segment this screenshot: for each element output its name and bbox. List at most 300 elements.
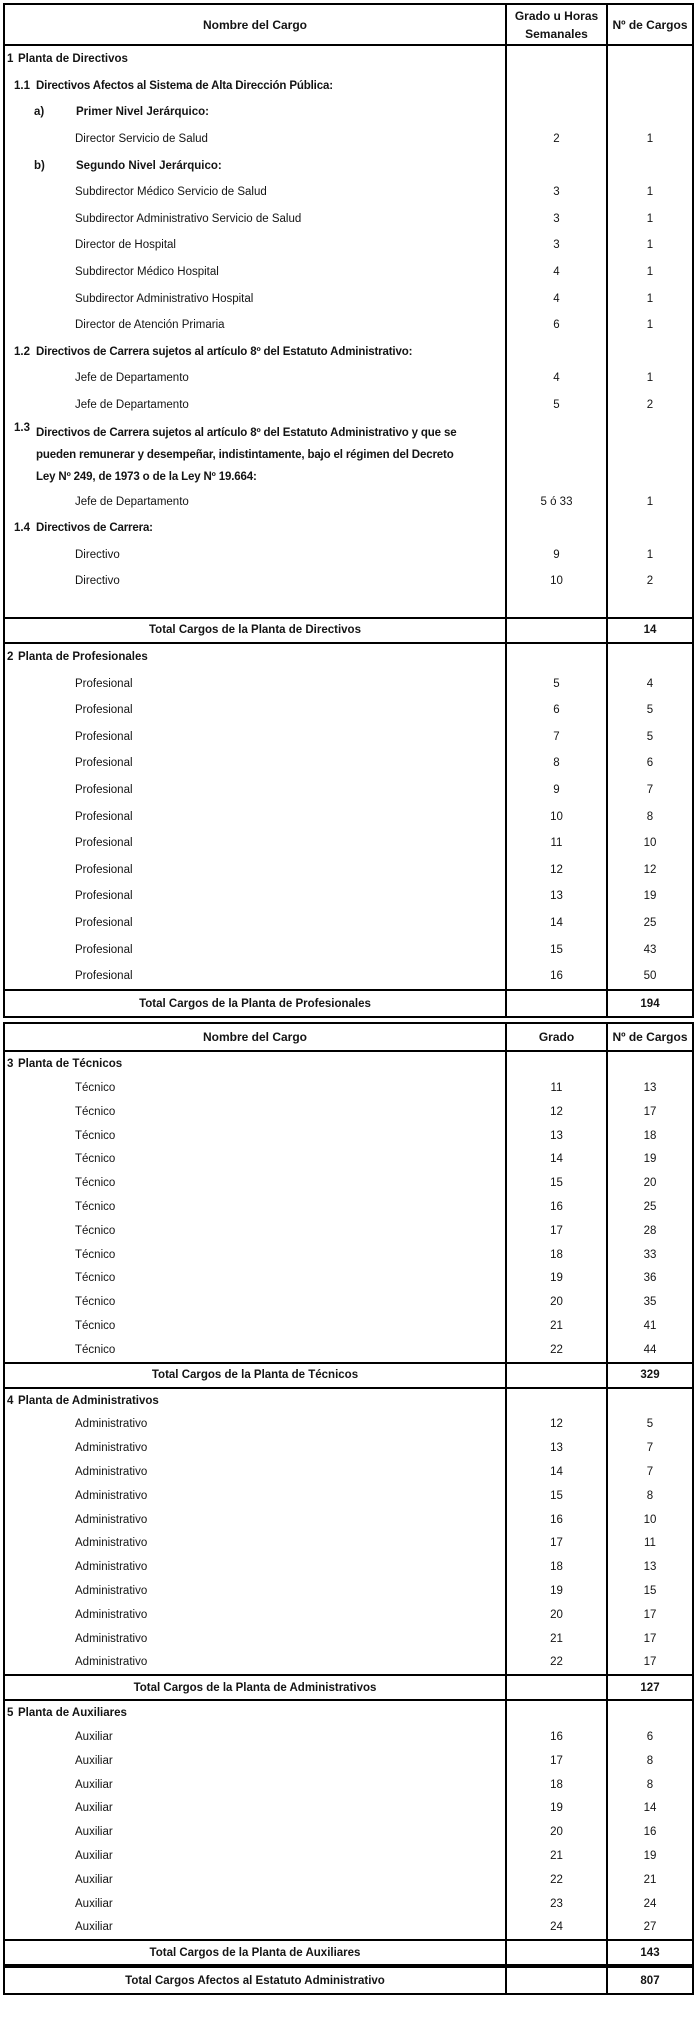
grade-cell [505,73,606,100]
count-cell [606,1844,692,1868]
cargo-row [5,1892,692,1916]
count-value: 8 [646,1754,654,1767]
cargo-label: Profesional [75,863,133,876]
cargo-name-cell [5,206,505,233]
cargo-name-cell [5,1100,505,1124]
count-value: 1 [646,495,654,508]
count-cell [606,339,692,366]
cargo-row [5,1148,692,1172]
cargo-row [5,1820,692,1844]
cargo-label: Planta de Técnicos [18,1058,123,1071]
grade-cell [505,1484,606,1508]
cargo-name-cell [5,232,505,259]
cargo-label: Técnico [75,1201,116,1214]
count-value: 8 [646,1489,654,1502]
cargo-label: Administrativo [75,1656,148,1669]
count-value: 1 [646,212,654,225]
cargo-name-cell [5,1124,505,1148]
row-number-label: 1.1 [14,79,30,92]
cargo-label: Técnico [75,1129,116,1142]
count-cell [606,750,692,777]
header-grado: Grado [505,1024,606,1050]
cargo-name-cell [5,1773,505,1797]
cargo-name-cell [5,1627,505,1651]
count-cell [606,1941,692,1964]
cargo-name-cell [5,365,505,392]
total-label: Total Cargos Afectos al Estatuto Administrativo [125,1974,385,1987]
cargo-row [5,1076,692,1100]
count-value: 36 [643,1272,657,1285]
count-value: 1 [646,319,654,332]
grade-cell [505,1968,606,1993]
header-numero-de-cargos: Nº de Cargos [606,5,692,44]
cargo-label: Planta de Profesionales [18,650,148,663]
cargo-label: Técnico [75,1105,116,1118]
cargo-label: Subdirector Administrativo Servicio de Salud [75,212,302,225]
count-value: 17 [643,1105,657,1118]
grade-value: 19 [550,1802,563,1815]
cargo-name-cell [5,99,505,126]
spacer-row [5,595,692,617]
count-value: 15 [643,1585,657,1598]
cargo-label-line: pueden remunerar y desempeñar, indistintamente, bajo el régimen del Decreto [36,449,454,462]
plant-total-row [5,1674,692,1701]
cargo-label: Profesional [75,916,133,929]
grade-cell [505,1555,606,1579]
count-cell [606,1532,692,1556]
cargo-label: Planta de Administrativos [18,1394,159,1407]
grade-cell [505,232,606,259]
count-value: 5 [646,1418,654,1431]
row-number-label: 1 [7,53,14,66]
cargo-label: Administrativo [75,1513,148,1526]
cargo-row [5,206,692,233]
count-value: 1 [646,133,654,146]
grade-cell [505,856,606,883]
grade-value: 13 [550,890,563,903]
count-cell [606,803,692,830]
cargo-row [5,936,692,963]
grade-value: 4 [553,292,560,305]
grade-cell [505,1076,606,1100]
grade-value: 20 [550,1826,563,1839]
grade-value: 12 [550,1105,563,1118]
count-cell [606,542,692,569]
cargo-label: Auxiliar [75,1731,113,1744]
cargo-name-cell [5,670,505,697]
grade-cell [505,1195,606,1219]
cargo-name-cell [5,1243,505,1267]
cargo-name-cell [5,1844,505,1868]
count-cell [606,1651,692,1675]
cargo-row [5,1124,692,1148]
count-cell [606,232,692,259]
cargo-label-line: Directivos Afectos al Sistema de Alta Dirección Pública: [36,79,333,92]
cargo-row [5,1579,692,1603]
plant-section-row [5,644,692,671]
cargo-label [36,346,412,358]
count-cell [606,1195,692,1219]
grade-cell [505,910,606,937]
cargo-name-cell [5,1508,505,1532]
total-count-value: 807 [640,1974,660,1987]
cargo-row [5,1195,692,1219]
grade-cell [505,1100,606,1124]
grade-cell [505,1797,606,1821]
grade-cell [505,670,606,697]
cargo-label: Segundo Nivel Jerárquico: [76,159,222,172]
cargo-label: Administrativo [75,1585,148,1598]
grade-value: 3 [553,239,560,252]
cargo-name-cell [5,488,505,515]
cargo-row [5,670,692,697]
grade-cell [505,723,606,750]
cargo-label: Profesional [75,757,133,770]
cargo-name-cell [5,830,505,857]
cargo-label: Planta de Auxiliares [18,1707,127,1720]
total-count-value: 127 [640,1681,660,1694]
grade-cell [505,1364,606,1387]
grade-value: 10 [550,810,563,823]
subsection-row [5,339,692,366]
grade-cell [505,1508,606,1532]
cargo-label: Auxiliar [75,1754,113,1767]
cargo-label: Técnico [75,1248,116,1261]
count-cell [606,1338,692,1362]
cargo-name-cell [5,1555,505,1579]
count-value: 33 [643,1248,657,1261]
cargo-row [5,259,692,286]
grade-value: 18 [550,1778,563,1791]
count-cell [606,418,692,488]
cargo-row [5,1413,692,1437]
cargo-name-cell [5,1484,505,1508]
cargo-name-cell [5,515,505,542]
grade-cell [505,1820,606,1844]
cargo-label: Director de Hospital [75,239,176,252]
count-value: 8 [646,810,654,823]
cargo-row [5,723,692,750]
cargo-row [5,179,692,206]
cargo-label: Jefe de Departamento [75,372,189,385]
grade-cell [505,595,606,617]
grade-cell [505,99,606,126]
count-value: 19 [643,890,657,903]
cargo-row [5,1603,692,1627]
cargo-name-cell [5,312,505,339]
row-number-label: 4 [7,1394,14,1407]
count-cell [606,1627,692,1651]
cargo-row [5,312,692,339]
grade-cell [505,936,606,963]
cargo-name-cell [5,1532,505,1556]
grade-value: 3 [553,186,560,199]
count-cell [606,152,692,179]
grade-cell [505,488,606,515]
count-cell [606,126,692,153]
table-tecnicos-administrativos-auxiliares [3,1022,694,1995]
count-value: 18 [643,1129,657,1142]
cargo-label: Auxiliar [75,1897,113,1910]
cargo-label: Administrativo [75,1561,148,1574]
count-cell [606,1290,692,1314]
count-cell [606,1701,692,1725]
grade-cell [505,1603,606,1627]
cargo-row [5,232,692,259]
grade-value: 12 [550,863,563,876]
grade-value: 9 [553,548,560,561]
count-cell [606,99,692,126]
count-cell [606,392,692,419]
cargo-row [5,392,692,419]
cargo-label: Técnico [75,1320,116,1333]
cargo-label: Técnico [75,1343,116,1356]
count-cell [606,259,692,286]
count-value: 1 [646,548,654,561]
total-count-value: 14 [643,624,657,637]
cargo-row [5,1555,692,1579]
grade-cell [505,644,606,671]
row-number-label: 2 [7,650,14,663]
grade-cell [505,619,606,642]
cargo-name-cell [5,1267,505,1291]
count-value: 13 [643,1082,657,1095]
cargo-name-cell [5,644,505,671]
cargo-row [5,365,692,392]
count-cell [606,1219,692,1243]
grade-cell [505,1460,606,1484]
grade-cell [505,1868,606,1892]
cargo-name-cell [5,392,505,419]
total-count-value: 194 [640,997,660,1010]
cargo-row [5,542,692,569]
grade-cell [505,963,606,990]
grade-cell [505,365,606,392]
grade-cell [505,1676,606,1699]
grade-value: 16 [550,1513,563,1526]
count-cell [606,312,692,339]
hierarchy-level-row [5,152,692,179]
cargo-name-cell [5,595,505,617]
cargo-name-cell [5,1701,505,1725]
count-value: 14 [643,1802,657,1815]
cargo-row [5,856,692,883]
count-cell [606,1413,692,1437]
grade-value: 5 [553,677,560,690]
cargo-label: Jefe de Departamento [75,399,189,412]
count-value: 10 [643,837,657,850]
cargo-name-cell [5,46,505,73]
cargo-row [5,803,692,830]
cargo-label-line: Directivos de Carrera: [36,522,153,535]
cargo-name-cell [5,259,505,286]
cargo-row [5,697,692,724]
grade-cell [505,1773,606,1797]
total-count-value: 329 [640,1369,660,1382]
grade-value: 21 [550,1850,563,1862]
grade-cell [505,830,606,857]
cargo-name-cell [5,777,505,804]
count-cell [606,883,692,910]
grade-cell [505,1389,606,1413]
count-cell [606,1314,692,1338]
cargo-label: Profesional [75,783,133,796]
row-number-label: a) [34,106,45,119]
count-cell [606,206,692,233]
row-number-label: 1.3 [14,422,30,435]
cargo-label-line: Directivos de Carrera sujetos al artículo 8º del Estatuto Administrativo: [36,345,413,358]
count-cell [606,1148,692,1172]
cargo-name-cell [5,1820,505,1844]
cargo-label: Profesional [75,730,133,743]
plant-total-row [5,989,692,1016]
cargo-name-cell [5,963,505,990]
header-grado-u-horas-line2: Semanales [525,26,588,41]
cargo-name-cell [5,1076,505,1100]
cargo-label: Director Servicio de Salud [75,133,208,146]
count-cell [606,515,692,542]
cargo-name-cell [5,285,505,312]
row-number-label: b) [34,159,45,172]
cargo-label: Profesional [75,837,133,850]
grade-cell [505,1892,606,1916]
count-cell [606,1243,692,1267]
count-value: 7 [646,1466,654,1479]
cargo-name-cell [5,750,505,777]
cargo-label: Subdirector Médico Hospital [75,266,219,279]
cargo-name-cell [5,1413,505,1437]
count-value: 7 [646,1442,654,1455]
cargo-row [5,1243,692,1267]
cargo-name-cell [5,1941,505,1964]
count-cell [606,697,692,724]
grade-cell [505,1314,606,1338]
grade-value: 23 [550,1897,563,1910]
grade-cell [505,1243,606,1267]
cargo-row [5,1100,692,1124]
header-nombre-del-cargo: Nombre del Cargo [202,1030,307,1045]
count-cell [606,644,692,671]
grade-cell [505,1701,606,1725]
grade-value: 14 [550,916,563,929]
subsection-row [5,515,692,542]
count-value: 11 [644,1537,656,1550]
cargo-label: Profesional [75,810,133,823]
count-cell [606,46,692,73]
grade-value: 4 [553,266,560,279]
grade-cell [505,883,606,910]
cargo-label: Administrativo [75,1632,148,1645]
grade-cell [505,1627,606,1651]
table-body [5,46,692,1016]
cargo-label: Director de Atención Primaria [75,319,225,332]
grade-value: 7 [553,730,560,743]
count-cell [606,595,692,617]
cargo-row [5,1484,692,1508]
cargo-row [5,1868,692,1892]
grade-cell [505,392,606,419]
count-cell [606,670,692,697]
count-value: 24 [643,1897,657,1910]
count-value: 35 [643,1296,657,1309]
header-grado-u-horas-line1: Grado u Horas [514,8,599,23]
grade-value: 11 [550,1082,563,1095]
cargo-name-cell [5,73,505,100]
count-cell [606,1968,692,1993]
count-cell [606,1484,692,1508]
count-value: 1 [646,372,654,385]
grade-cell [505,1171,606,1195]
grade-cell [505,750,606,777]
grade-cell [505,1290,606,1314]
cargo-label: Profesional [75,890,133,903]
cargo-row [5,1508,692,1532]
count-cell [606,1076,692,1100]
count-cell [606,1579,692,1603]
cargo-name-cell [5,697,505,724]
count-value: 17 [643,1632,657,1645]
cargo-name-cell [5,1290,505,1314]
count-value: 1 [646,239,654,252]
header-nombre-del-cargo: Nombre del Cargo [202,17,307,32]
grade-value: 20 [550,1608,563,1621]
count-cell [606,777,692,804]
count-value: 13 [643,1561,657,1574]
cargo-row [5,1532,692,1556]
cargo-label: Auxiliar [75,1873,113,1886]
grade-value: 17 [550,1754,563,1767]
cargo-name-cell [5,1916,505,1940]
count-cell [606,365,692,392]
cargo-label: Técnico [75,1296,116,1309]
grade-cell [505,206,606,233]
total-label: Total Cargos de la Planta de Profesionales [139,997,371,1010]
count-value: 50 [643,970,657,983]
grade-value: 4 [553,372,560,385]
cargo-name-cell [5,1892,505,1916]
count-value: 4 [646,677,654,690]
count-value: 1 [646,266,654,279]
cargo-label: Administrativo [75,1418,148,1431]
cargo-label: Técnico [75,1224,116,1237]
grade-cell [505,803,606,830]
cargo-name-cell [5,1314,505,1338]
grade-value: 13 [550,1129,563,1142]
total-label: Total Cargos de la Planta de Directivos [149,624,361,637]
cargo-row [5,777,692,804]
grade-cell [505,697,606,724]
grade-value: 15 [550,1489,563,1502]
cargo-row [5,830,692,857]
cargo-label: Jefe de Departamento [75,495,189,508]
cargo-name-cell [5,568,505,595]
table-body [5,1052,692,1993]
count-value: 6 [646,1731,654,1744]
grade-cell [505,152,606,179]
cargo-name-cell [5,1968,505,1993]
grade-cell [505,1749,606,1773]
cargo-label: Directivo [75,575,120,588]
cargo-row [5,1290,692,1314]
cargo-row [5,568,692,595]
count-value: 27 [643,1921,657,1934]
count-value: 8 [646,1778,654,1791]
cargo-name-cell [5,619,505,642]
cargo-label [36,80,333,92]
count-cell [606,1603,692,1627]
table-header-row [5,1024,692,1052]
grade-value: 11 [550,837,563,850]
